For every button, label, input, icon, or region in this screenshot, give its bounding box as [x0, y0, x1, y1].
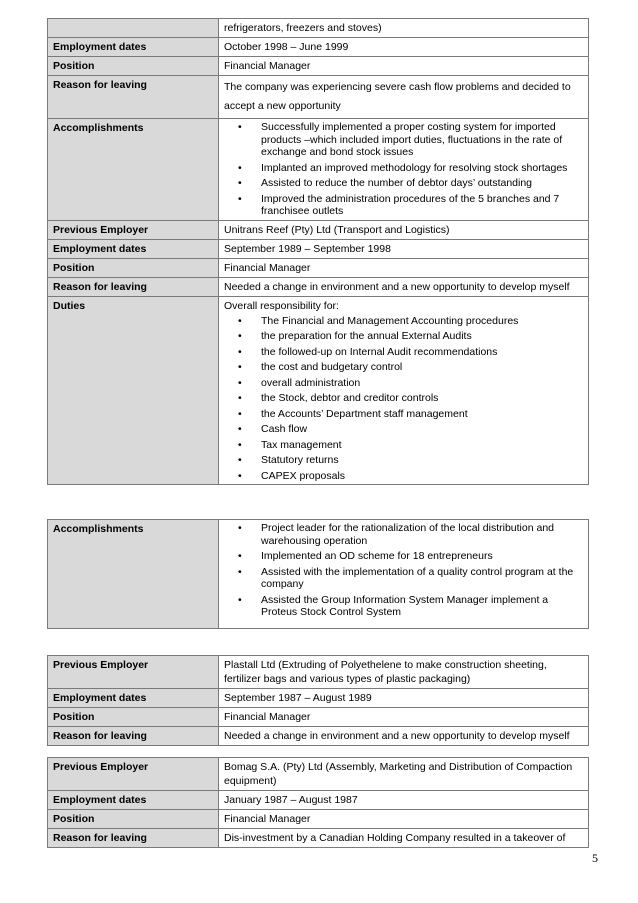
reason-value: The company was experiencing severe cash flow problems and decided to accept a new opportunity — [219, 76, 589, 119]
list-item: • Project leader for the rationalization of the local distribution and warehousing operation — [261, 522, 583, 547]
table-row — [48, 19, 589, 38]
position-label: Position — [48, 708, 219, 727]
table-row — [48, 296, 589, 485]
list-item: • Successfully implemented a proper costing system for imported products –which included import duties, fluctuations in the rate of exchange and bond stock issues — [261, 121, 583, 159]
table-row — [48, 656, 589, 689]
employment-table-bomag — [47, 757, 589, 848]
employment-dates-value: September 1989 – September 1998 — [219, 239, 589, 258]
list-item: • the Accounts’ Department staff management — [261, 408, 583, 421]
list-item: • Tax management — [261, 439, 583, 452]
list-item: • overall administration — [261, 377, 583, 390]
table-row — [48, 708, 589, 727]
list-item: • Assisted with the implementation of a quality control program at the company — [261, 566, 583, 591]
list-item: • The Financial and Management Accounting procedures — [261, 315, 583, 328]
previous-employer-label: Previous Employer — [48, 220, 219, 239]
previous-employer-label: Previous Employer — [48, 656, 219, 689]
position-label: Position — [48, 258, 219, 277]
accomplishments-value — [219, 119, 589, 221]
duties-label: Duties — [48, 296, 219, 485]
table-row — [48, 119, 589, 221]
table-row — [48, 810, 589, 829]
accomplishments-value — [219, 520, 589, 629]
list-item: • the followed-up on Internal Audit recommendations — [261, 346, 583, 359]
accomplishments-label: Accomplishments — [48, 119, 219, 221]
table-row — [48, 727, 589, 746]
employment-dates-value: October 1998 – June 1999 — [219, 38, 589, 57]
accomplishments-table — [47, 519, 589, 629]
table-row — [48, 520, 589, 629]
reason-value: Needed a change in environment and a new opportunity to develop myself — [219, 727, 589, 746]
table-row — [48, 38, 589, 57]
employment-table-plastall — [47, 655, 589, 746]
page-number: 5 — [592, 851, 598, 865]
list-item: • Assisted to reduce the number of debtor days’ outstanding — [261, 177, 583, 190]
table-row — [48, 791, 589, 810]
list-item: • Cash flow — [261, 423, 583, 436]
previous-employer-value: Plastall Ltd (Extruding of Polyethelene to make construction sheeting, fertilizer bags and various types of plastic packaging) — [219, 656, 589, 689]
employment-dates-label: Employment dates — [48, 38, 219, 57]
accomplishments-list — [224, 522, 583, 619]
list-item: • the Stock, debtor and creditor controls — [261, 392, 583, 405]
table-row — [48, 277, 589, 296]
table-row — [48, 57, 589, 76]
position-value: Financial Manager — [219, 57, 589, 76]
table-row — [48, 220, 589, 239]
employment-dates-label: Employment dates — [48, 791, 219, 810]
list-item: • the cost and budgetary control — [261, 361, 583, 374]
list-item: • CAPEX proposals — [261, 470, 583, 483]
list-item: • Improved the administration procedures of the 5 branches and 7 franchisee outlets — [261, 193, 583, 218]
table-row — [48, 76, 589, 119]
employment-dates-label: Employment dates — [48, 689, 219, 708]
employment-dates-label: Employment dates — [48, 239, 219, 258]
position-label: Position — [48, 810, 219, 829]
accomplishments-label: Accomplishments — [48, 520, 219, 629]
previous-employer-label: Previous Employer — [48, 758, 219, 791]
duties-list — [224, 315, 583, 483]
position-value: Financial Manager — [219, 708, 589, 727]
employment-table-1 — [47, 18, 589, 485]
accomplishments-list — [224, 121, 583, 218]
table-row — [48, 758, 589, 791]
employment-dates-value: September 1987 – August 1989 — [219, 689, 589, 708]
table-row — [48, 689, 589, 708]
table-row — [48, 239, 589, 258]
reason-label: Reason for leaving — [48, 76, 219, 119]
continuation-cell: refrigerators, freezers and stoves) — [219, 19, 589, 38]
table-row — [48, 258, 589, 277]
reason-value: Needed a change in environment and a new opportunity to develop myself — [219, 277, 589, 296]
list-item: • Implemented an OD scheme for 18 entrepreneurs — [261, 550, 583, 563]
duties-intro: Overall responsibility for: — [224, 299, 339, 312]
reason-value: Dis-investment by a Canadian Holding Company resulted in a takeover of — [219, 829, 589, 848]
duties-value — [219, 296, 589, 485]
previous-employer-value: Bomag S.A. (Pty) Ltd (Assembly, Marketing and Distribution of Compaction equipment) — [219, 758, 589, 791]
table-row — [48, 829, 589, 848]
list-item: • Implanted an improved methodology for resolving stock shortages — [261, 162, 583, 175]
label-cell-empty — [48, 19, 219, 38]
previous-employer-value: Unitrans Reef (Pty) Ltd (Transport and Logistics) — [219, 220, 589, 239]
reason-label: Reason for leaving — [48, 829, 219, 848]
list-item: • Statutory returns — [261, 454, 583, 467]
reason-label: Reason for leaving — [48, 277, 219, 296]
position-label: Position — [48, 57, 219, 76]
employment-dates-value: January 1987 – August 1987 — [219, 791, 589, 810]
reason-label: Reason for leaving — [48, 727, 219, 746]
position-value: Financial Manager — [219, 810, 589, 829]
position-value: Financial Manager — [219, 258, 589, 277]
list-item: • the preparation for the annual External Audits — [261, 330, 583, 343]
list-item: • Assisted the Group Information System Manager implement a Proteus Stock Control System — [261, 594, 583, 619]
